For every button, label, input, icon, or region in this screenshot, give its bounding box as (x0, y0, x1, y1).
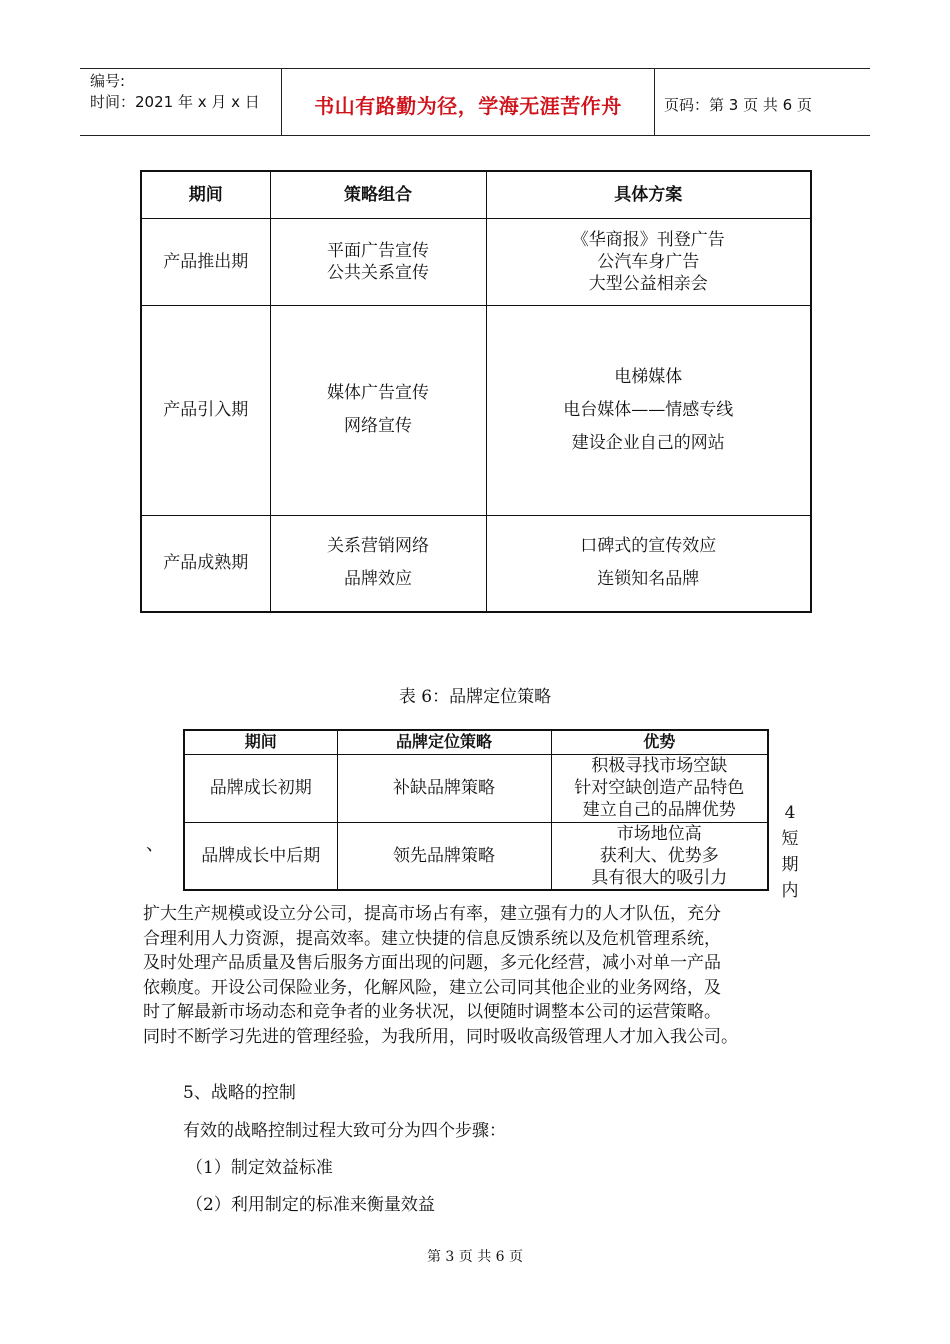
strategy-item: 公共关系宣传 (327, 262, 429, 283)
plan-item: 大型公益相亲会 (588, 273, 708, 294)
period-cell: 品牌成长初期 (184, 754, 337, 822)
period-cell: 产品引入期 (141, 305, 270, 515)
strategy-item: 媒体广告宣传 (327, 383, 429, 403)
table-row (141, 218, 811, 305)
side-text-char: 内 (781, 881, 799, 901)
page-footer: 第 3 页 共 6 页 (426, 1249, 524, 1265)
plan-item: 口碑式的宣传效应 (580, 536, 717, 557)
strategy-item: 网络宣传 (344, 416, 412, 436)
paragraph-line: 及时处理产品质量及售后服务方面出现的问题，多元化经营，减小对单一产品 (143, 953, 721, 973)
table-row (184, 822, 768, 890)
advantage-item: 建立自己的品牌优势 (582, 800, 736, 820)
period-cell: 品牌成长中后期 (184, 822, 337, 890)
paragraph-line: 时了解最新市场动态和竞争者的业务状况，以便随时调整本公司的运营策略。 (143, 1002, 721, 1022)
step-item: （1）制定效益标准 (186, 1158, 333, 1178)
column-header-positioning-strategy: 品牌定位策略 (337, 730, 551, 754)
strategy-cell (270, 305, 486, 515)
document-number-label: 编号: (90, 72, 126, 90)
strategy-item: 品牌效应 (344, 569, 412, 590)
promotion-strategy-table (140, 170, 812, 613)
plan-cell (486, 515, 811, 612)
table-row (141, 305, 811, 515)
paragraph-line: 合理利用人力资源，提高效率。建立快捷的信息反馈系统以及危机管理系统， (143, 928, 721, 949)
plan-item: 《华商报》刊登广告 (571, 229, 725, 250)
body-paragraph (143, 902, 823, 1049)
plan-cell (486, 218, 811, 305)
side-text-char: 4 (784, 803, 796, 823)
header-page-info: 页码：第 3 页 共 6 页 (664, 96, 812, 114)
header-divider-right (654, 68, 655, 136)
table-row (184, 754, 768, 822)
advantage-item: 具有很大的吸引力 (591, 867, 728, 888)
side-text-char: 短 (781, 829, 799, 849)
plan-item: 建设企业自己的网站 (571, 432, 725, 453)
paragraph-line: 扩大生产规模或设立分公司，提高市场占有率，建立强有力的人才队伍，充分 (143, 904, 721, 924)
strategy-cell (270, 515, 486, 612)
plan-item: 电台媒体——情感专线 (563, 399, 734, 420)
column-header-plan: 具体方案 (486, 171, 811, 218)
column-header-strategy: 策略组合 (270, 171, 486, 218)
paragraph-line: 依赖度。开设公司保险业务，化解风险，建立公司同其他企业的业务网络，及 (143, 977, 721, 998)
period-cell: 产品推出期 (141, 218, 270, 305)
strategy-cell (270, 218, 486, 305)
advantage-item: 针对空缺创造产品特色 (574, 778, 745, 798)
advantage-cell (551, 822, 768, 890)
header-motto: 书山有路勤为径，学海无涯苦作舟 (314, 94, 622, 118)
plan-item: 电梯媒体 (614, 366, 683, 387)
table-header-row (141, 171, 811, 218)
document-date-label: 时间：2021 年 x 月 x 日 (90, 93, 260, 111)
enumeration-comma: 、 (146, 834, 164, 855)
side-text-char: 期 (781, 855, 799, 875)
table-caption: 表 6：品牌定位策略 (398, 687, 552, 707)
table-row (141, 515, 811, 612)
advantage-item: 获利大、优势多 (599, 845, 719, 866)
table-header-row (184, 730, 768, 754)
plan-cell (486, 305, 811, 515)
strategy-cell: 领先品牌策略 (337, 822, 551, 890)
column-header-period: 期间 (141, 171, 270, 218)
header-bottom-rule (80, 135, 870, 136)
intro-text: 有效的战略控制过程大致可分为四个步骤： (183, 1121, 506, 1141)
advantage-item: 市场地位高 (616, 823, 702, 844)
step-item: （2）利用制定的标准来衡量效益 (186, 1195, 435, 1215)
advantage-item: 积极寻找市场空缺 (591, 756, 728, 776)
column-header-period: 期间 (184, 730, 337, 754)
column-header-advantage: 优势 (551, 730, 768, 754)
plan-item: 连锁知名品牌 (597, 569, 700, 590)
strategy-item: 平面广告宣传 (327, 240, 429, 261)
header-top-rule (80, 68, 870, 69)
period-cell: 产品成熟期 (141, 515, 270, 612)
section-title: 5、战略的控制 (183, 1083, 296, 1103)
brand-positioning-table (183, 729, 769, 891)
strategy-item: 关系营销网络 (327, 536, 429, 557)
paragraph-line: 同时不断学习先进的管理经验，为我所用，同时吸收高级管理人才加入我公司。 (143, 1026, 738, 1047)
strategy-cell: 补缺品牌策略 (337, 754, 551, 822)
advantage-cell (551, 754, 768, 822)
plan-item: 公汽车身广告 (597, 251, 700, 272)
